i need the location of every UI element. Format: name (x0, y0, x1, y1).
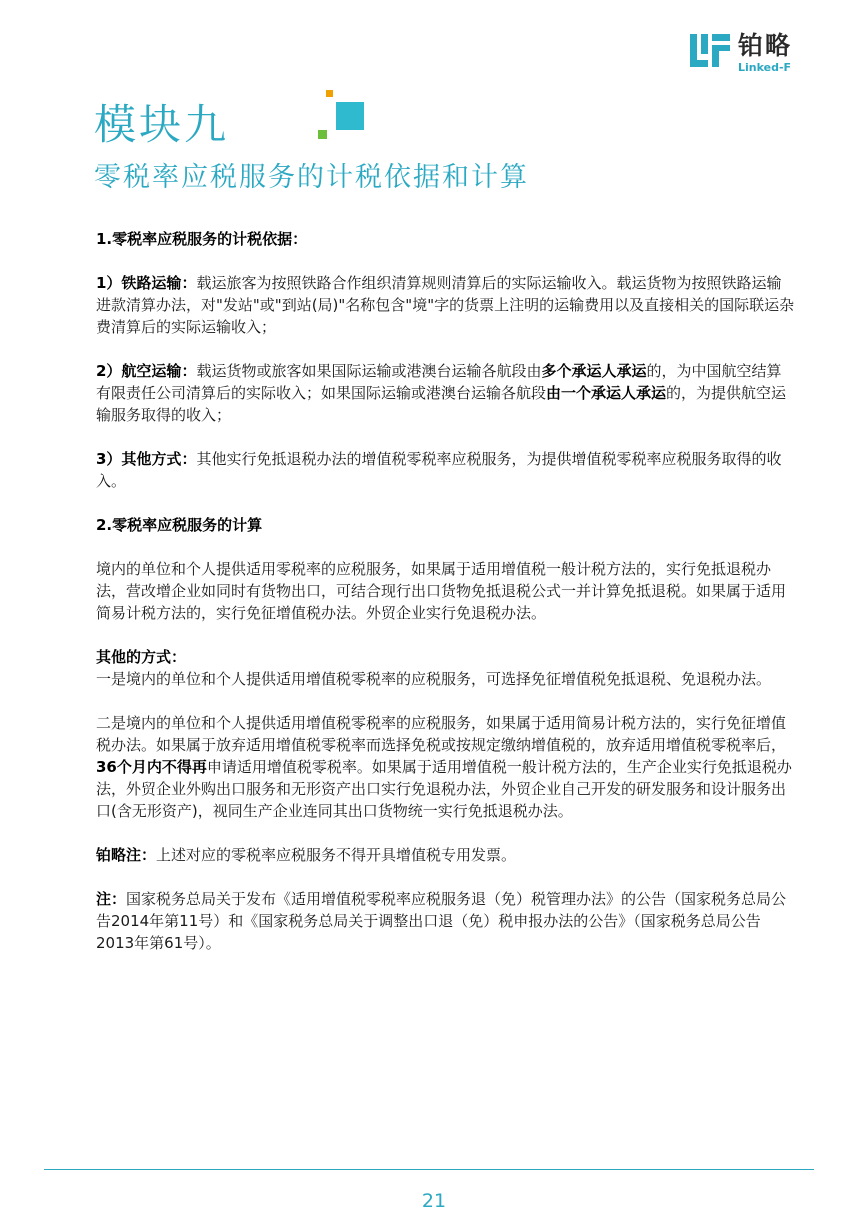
item2-label: 2）航空运输： (96, 362, 197, 380)
other-two: 二是境内的单位和个人提供适用增值税零税率的应税服务，如果属于适用简易计税方法的，实行免征增值税办法。如果属于放弃适用增值税零税率而选择免税或按规定缴纳增值税的，放弃适用增值税零税率后，36个月内不得再申请适用增值税零税率。如果属于适用增值税一般计税方法的，生产企业实行免抵退税办法，外贸企业外购出口服务和无形资产出口实行免退税办法，外贸企业自己开发的研发服务和设计服务出口(含无形资产)，视同生产企业连同其出口货物统一实行免抵退税办法。 (96, 714, 792, 820)
brand-sub: Linked-F (738, 61, 792, 74)
note-linkedf: 铂略注：上述对应的零税率应税服务不得开具增值税专用发票。 (96, 846, 517, 864)
decorative-squares (318, 90, 366, 140)
section1-heading: 1.零税率应税服务的计税依据： (96, 230, 308, 248)
other-one: 一是境内的单位和个人提供适用增值税零税率的应税服务，可选择免征增值税免抵退税、免退税办法。 (96, 670, 772, 688)
item3-label: 3）其他方式： (96, 450, 197, 468)
footer-divider (44, 1169, 814, 1170)
page-subtitle: 零税率应税服务的计税依据和计算 (94, 162, 529, 193)
page-title: 模块九 (94, 100, 230, 149)
brand-logo (690, 32, 815, 77)
section2-text: 境内的单位和个人提供适用零税率的应税服务，如果属于适用增值税一般计税方法的，实行免抵退税办法，营改增企业如同时有货物出口，可结合现行出口货物免抵退税公式一并计算免抵退税。如果属于适用简易计税方法的，实行免征增值税办法。外贸企业实行免退税办法。 (96, 560, 787, 622)
other-heading: 其他的方式： (96, 648, 187, 666)
note-reference: 注：国家税务总局关于发布《适用增值税零税率应税服务退（免）税管理办法》的公告（国家税务总局公告2014年第11号）和《国家税务总局关于调整出口退（免）税申报办法的公告》（国家税务总局公告2013年第61号）。 (96, 890, 787, 952)
document-body (96, 228, 796, 976)
item-aviation: 2）航空运输：载运货物或旅客如果国际运输或港澳台运输各航段由多个承运人承运的，为中国航空结算有限责任公司清算后的实际收入；如果国际运输或港澳台运输各航段由一个承运人承运的，为提供航空运输服务取得的收入； (96, 362, 787, 424)
page-number: 21 (421, 1190, 447, 1212)
item1-text: 载运旅客为按照铁路合作组织清算规则清算后的实际运输收入。载运货物为按照铁路运输进款清算办法，对"发站"或"到站(局)"名称包含"境"字的货票上注明的运输费用以及直接相关的国际联运杂费清算后的实际运输收入； (96, 274, 795, 336)
item1-label: 1）铁路运输： (96, 274, 197, 292)
item3-text: 其他实行免抵退税办法的增值税零税率应税服务，为提供增值税零税率应税服务取得的收入。 (96, 450, 782, 490)
section2-heading: 2.零税率应税服务的计算 (96, 516, 263, 534)
item-other (96, 448, 796, 492)
brand-name: 铂略 (738, 31, 793, 60)
item-railway (96, 272, 796, 338)
logo-mark-icon (690, 34, 730, 74)
